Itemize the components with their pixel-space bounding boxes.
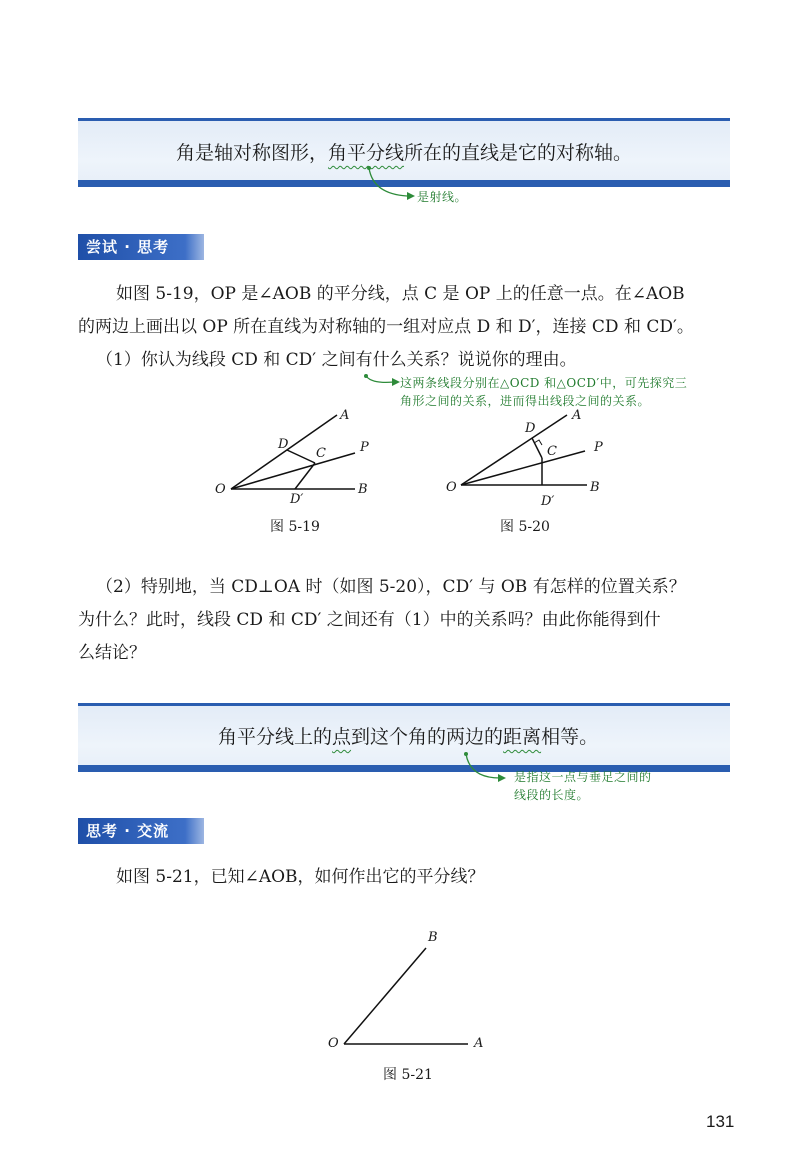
fig21-label-O: O [328, 1036, 339, 1051]
annotation-triangles-line-1: 这两条线段分别在△OCD 和△OCD′中，可先探究三 [400, 376, 688, 390]
fig19-label-A: A [340, 408, 350, 423]
fig20-label-A: A [572, 408, 582, 423]
fig20-label-O: O [446, 480, 457, 495]
question-2-line-3: 么结论？ [78, 643, 146, 663]
fig19-label-O: O [215, 482, 226, 497]
question-1: （1）你认为线段 CD 和 CD′ 之间有什么关系？说说你的理由。 [96, 350, 577, 370]
note-arrow-1 [355, 164, 425, 204]
page-number: 131 [706, 1112, 735, 1131]
underlined-distance: 距离 [503, 726, 542, 748]
fig21-label-A: A [474, 1036, 484, 1051]
caption-5-20: 图 5-20 [500, 519, 550, 535]
question-2-line-1: （2）特别地，当 CD⊥OA 时（如图 5-20），CD′ 与 OB 有怎样的位置关系？ [96, 577, 686, 597]
underlined-point: 点 [332, 726, 352, 748]
paragraph-construct-bisector: 如图 5-21，已知∠AOB，如何作出它的平分线？ [116, 867, 485, 887]
theorem-text-2: 角平分线上的点到这个角的两边的距离相等。 [218, 726, 599, 748]
section-tag-try-think: 尝试 · 思考 [78, 234, 204, 260]
figure-5-21 [330, 930, 480, 1050]
annotation-distance-line-1: 是指这一点与垂足之间的 [514, 770, 652, 784]
fig19-label-P: P [360, 440, 369, 455]
underlined-term: 角平分线 [328, 142, 405, 164]
fig19-label-C: C [316, 446, 326, 461]
note-arrow-2 [362, 368, 402, 392]
annotation-distance-line-2: 线段的长度。 [514, 788, 590, 802]
fig19-label-D: D [278, 437, 289, 452]
section-tag-think-discuss: 思考 · 交流 [78, 818, 204, 844]
caption-5-21: 图 5-21 [383, 1067, 433, 1083]
theorem-text-1: 角是轴对称图形，角平分线所在的直线是它的对称轴。 [176, 142, 633, 164]
fig19-label-B: B [358, 482, 368, 497]
fig20-label-D: D [525, 421, 536, 436]
annotation-triangles-line-2: 角形之间的关系，进而得出线段之间的关系。 [400, 394, 651, 408]
caption-5-19: 图 5-19 [270, 519, 320, 535]
fig20-label-C: C [547, 444, 557, 459]
paragraph-line-1: 如图 5-19，OP 是∠AOB 的平分线，点 C 是 OP 上的任意一点。在∠AOB [116, 284, 685, 304]
fig20-label-P: P [594, 440, 603, 455]
note-arrow-3 [458, 750, 518, 790]
annotation-ray: 是射线。 [417, 190, 468, 204]
fig20-label-B: B [590, 480, 600, 495]
fig20-label-Dprime: D′ [541, 494, 555, 509]
paragraph-line-2: 的两边上画出以 OP 所在直线为对称轴的一组对应点 D 和 D′，连接 CD 和 CD′。 [78, 317, 694, 337]
fig21-label-B: B [428, 930, 438, 945]
question-2-line-2: 为什么？此时，线段 CD 和 CD′ 之间还有（1）中的关系吗？由此你能得到什 [78, 610, 661, 630]
fig19-label-Dprime: D′ [290, 492, 304, 507]
